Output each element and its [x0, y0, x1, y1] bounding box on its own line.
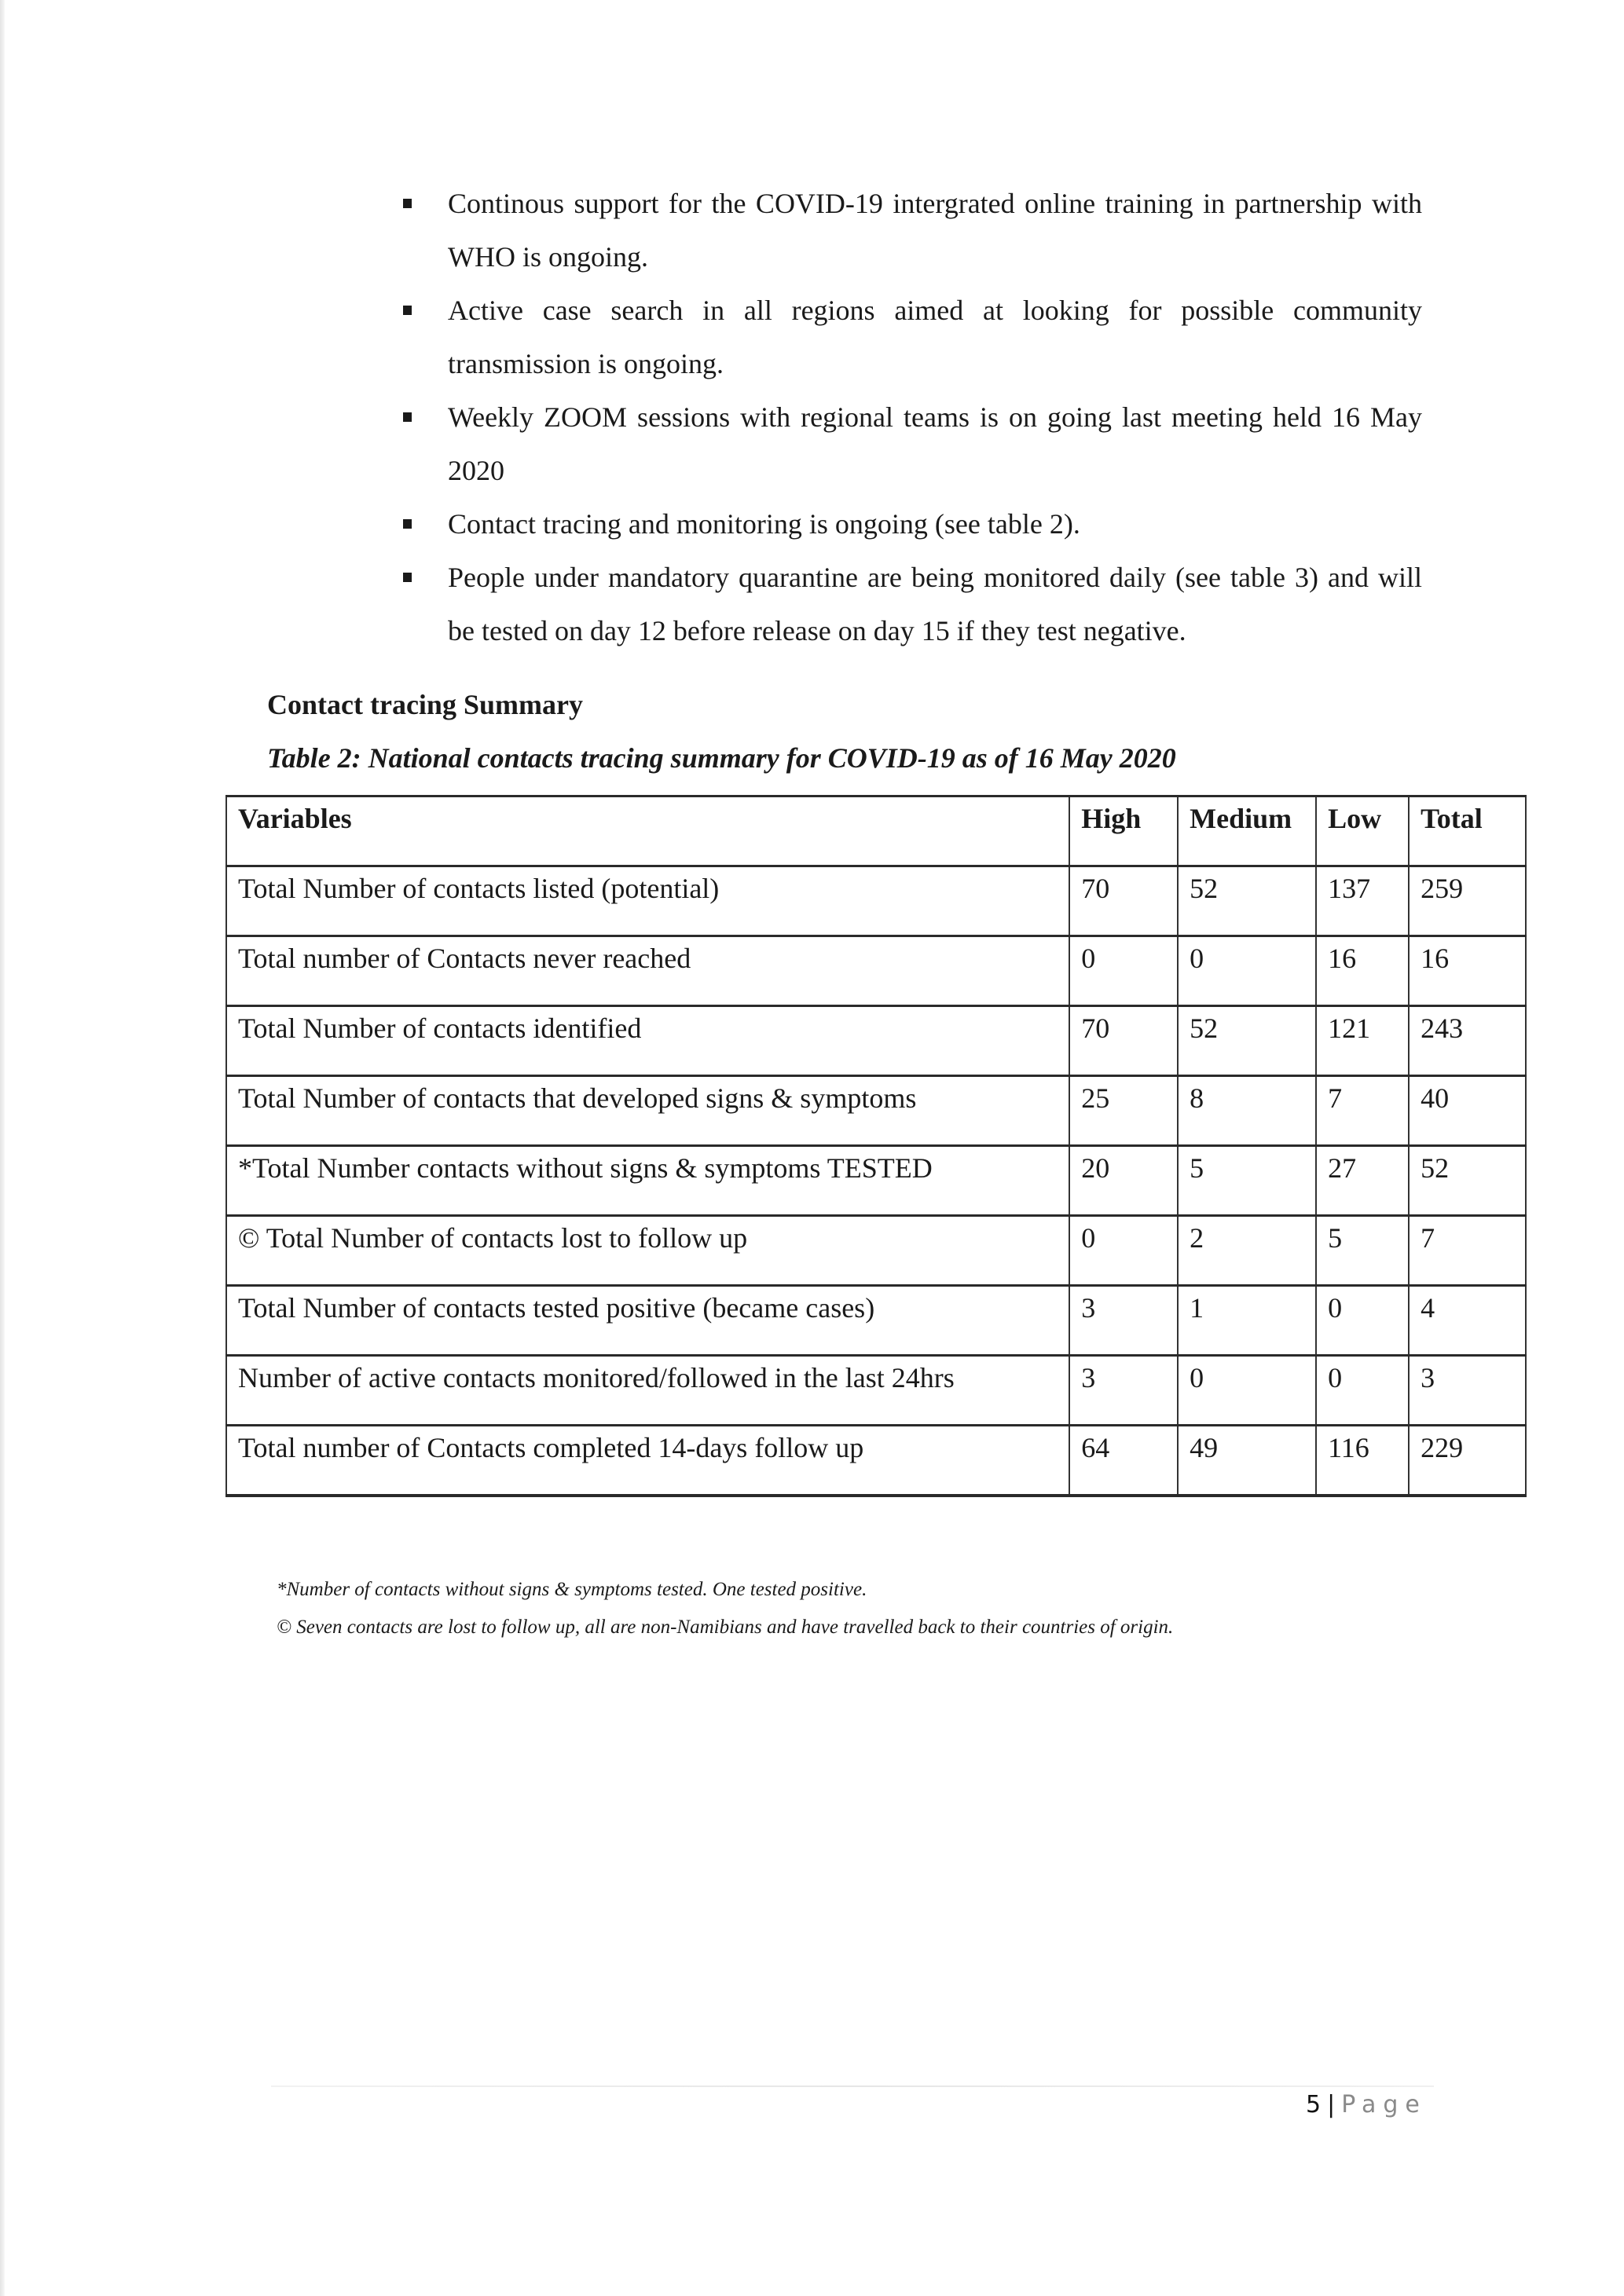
cell-low: 121 — [1316, 1006, 1409, 1076]
page-footer — [1306, 2091, 1427, 2118]
table-row — [226, 1426, 1526, 1496]
table-row — [226, 1076, 1526, 1146]
page-label: Page — [1341, 2091, 1427, 2118]
cell-total: 7 — [1409, 1216, 1526, 1286]
bullet-item — [397, 177, 1422, 284]
cell-medium: 52 — [1178, 1006, 1316, 1076]
cell-total: 243 — [1409, 1006, 1526, 1076]
cell-high: 64 — [1069, 1426, 1178, 1496]
cell-medium: 5 — [1178, 1146, 1316, 1216]
footer-divider — [271, 2085, 1434, 2087]
table-row — [226, 866, 1526, 936]
cell-high: 3 — [1069, 1356, 1178, 1426]
square-bullet-icon — [403, 306, 412, 315]
cell-total: 3 — [1409, 1356, 1526, 1426]
cell-low: 27 — [1316, 1146, 1409, 1216]
cell-medium: 0 — [1178, 936, 1316, 1006]
cell-variable: Total number of Contacts never reached — [226, 936, 1069, 1006]
header-total: Total — [1409, 796, 1526, 866]
header-variables: Variables — [226, 796, 1069, 866]
cell-variable: Total Number of contacts that developed signs & symptoms — [226, 1076, 1069, 1146]
cell-variable: © Total Number of contacts lost to follow up — [226, 1216, 1069, 1286]
bullet-list — [397, 177, 1422, 657]
cell-total: 4 — [1409, 1286, 1526, 1356]
cell-total: 229 — [1409, 1426, 1526, 1496]
header-low: Low — [1316, 796, 1409, 866]
section-heading: Contact tracing Summary — [267, 689, 583, 720]
cell-variable: Number of active contacts monitored/followed in the last 24hrs — [226, 1356, 1069, 1426]
bullet-text: Weekly ZOOM sessions with regional teams is on going last meeting held 16 May 2020 — [448, 401, 1422, 486]
table-footnotes — [277, 1571, 1173, 1646]
table-row — [226, 1216, 1526, 1286]
footer-separator: | — [1327, 2091, 1339, 2118]
table-header-row — [226, 796, 1526, 866]
cell-variable: Total number of Contacts completed 14-days follow up — [226, 1426, 1069, 1496]
bullet-text: Continous support for the COVID-19 intergrated online training in partnership with WHO is ongoing. — [448, 188, 1422, 273]
cell-total: 259 — [1409, 866, 1526, 936]
cell-high: 25 — [1069, 1076, 1178, 1146]
table-row — [226, 1146, 1526, 1216]
table-row — [226, 1286, 1526, 1356]
bullet-text: Contact tracing and monitoring is ongoing (see table 2). — [448, 508, 1080, 540]
cell-variable: Total Number of contacts listed (potential) — [226, 866, 1069, 936]
cell-medium: 52 — [1178, 866, 1316, 936]
square-bullet-icon — [403, 412, 412, 422]
cell-low: 16 — [1316, 936, 1409, 1006]
cell-high: 70 — [1069, 866, 1178, 936]
bullet-item — [397, 497, 1422, 551]
cell-low: 0 — [1316, 1356, 1409, 1426]
table-row — [226, 1356, 1526, 1426]
cell-high: 20 — [1069, 1146, 1178, 1216]
cell-variable: Total Number of contacts identified — [226, 1006, 1069, 1076]
cell-medium: 2 — [1178, 1216, 1316, 1286]
header-high: High — [1069, 796, 1178, 866]
bullet-item — [397, 390, 1422, 497]
page-left-edge — [0, 0, 5, 2296]
cell-variable: Total Number of contacts tested positive (became cases) — [226, 1286, 1069, 1356]
page-number: 5 — [1306, 2091, 1325, 2118]
table-caption: Table 2: National contacts tracing summary for COVID-19 as of 16 May 2020 — [267, 742, 1176, 774]
square-bullet-icon — [403, 519, 412, 529]
table-row — [226, 1006, 1526, 1076]
cell-total: 40 — [1409, 1076, 1526, 1146]
header-medium: Medium — [1178, 796, 1316, 866]
cell-low: 0 — [1316, 1286, 1409, 1356]
bullet-text: People under mandatory quarantine are being monitored daily (see table 3) and will be tested on day 12 before release on day 15 if they test negative. — [448, 562, 1422, 646]
bullet-item — [397, 551, 1422, 657]
cell-total: 52 — [1409, 1146, 1526, 1216]
bullet-item — [397, 284, 1422, 390]
cell-low: 137 — [1316, 866, 1409, 936]
cell-low: 5 — [1316, 1216, 1409, 1286]
cell-high: 3 — [1069, 1286, 1178, 1356]
cell-high: 0 — [1069, 936, 1178, 1006]
square-bullet-icon — [403, 199, 412, 208]
cell-total: 16 — [1409, 936, 1526, 1006]
cell-medium: 49 — [1178, 1426, 1316, 1496]
square-bullet-icon — [403, 573, 412, 582]
cell-medium: 1 — [1178, 1286, 1316, 1356]
cell-high: 70 — [1069, 1006, 1178, 1076]
table-row — [226, 936, 1526, 1006]
footnote-copyright: © Seven contacts are lost to follow up, all are non-Namibians and have travelled back to their countries of origin. — [277, 1617, 1174, 1638]
bullet-text: Active case search in all regions aimed at looking for possible community transmission is ongoing. — [448, 295, 1422, 379]
cell-low: 116 — [1316, 1426, 1409, 1496]
cell-high: 0 — [1069, 1216, 1178, 1286]
cell-medium: 0 — [1178, 1356, 1316, 1426]
footnote-asterisk: *Number of contacts without signs & symptoms tested. One tested positive. — [277, 1579, 867, 1600]
cell-medium: 8 — [1178, 1076, 1316, 1146]
cell-variable: *Total Number contacts without signs & symptoms TESTED — [226, 1146, 1069, 1216]
contact-tracing-table — [225, 795, 1527, 1497]
cell-low: 7 — [1316, 1076, 1409, 1146]
